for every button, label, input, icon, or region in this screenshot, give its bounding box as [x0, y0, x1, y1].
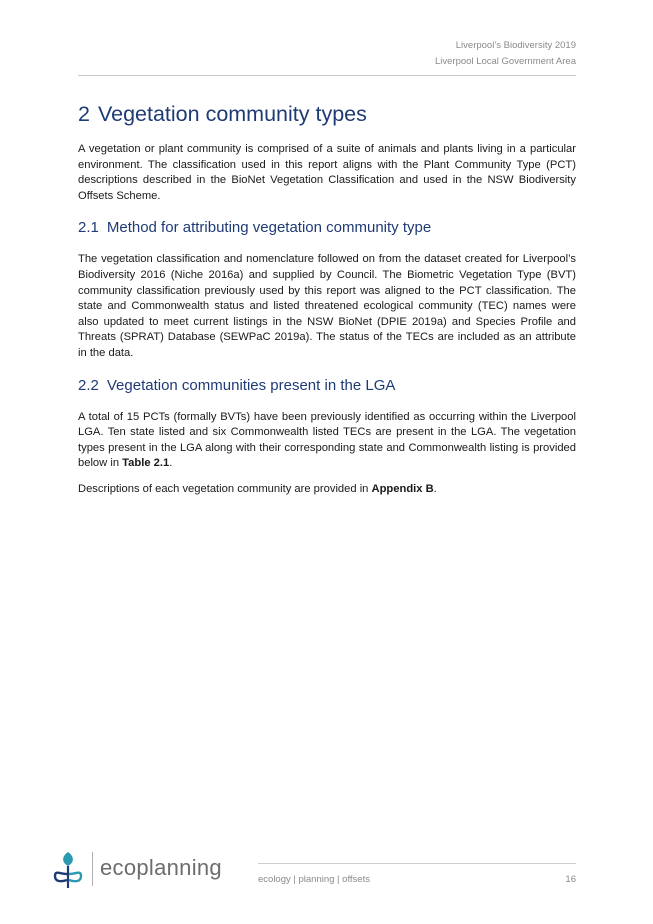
subsection-title: Method for attributing vegetation community type: [106, 219, 432, 237]
communities-paragraph: [78, 410, 576, 472]
section-number: 2: [78, 102, 90, 126]
footer-divider: [258, 863, 576, 864]
subsection-number: 2.1: [78, 219, 99, 237]
header-divider: [78, 75, 576, 76]
subsection-title: Vegetation communities present in the LGA: [106, 376, 396, 394]
method-paragraph: The vegetation classification and nomenclature followed on from the dataset created for Liverpool’s Biodiversity 2016 (Niche 2016a) and supplied by Council. The Biometric Vegetation Type (BVT) community classification previously used by this report was aligned to the PCT classification. The state and Commonwealth status and listed threatened ecological community (TEC) names were also updated to meet current listings in the NSW BioNet (DPIE 2019a) and Species Profile and Threats (SPRAT) Database (SEWPaC 2019a). The status of the TECs are included as an attribute in the data.: [78, 253, 576, 359]
logo-wordmark: ecoplanning: [100, 855, 222, 880]
page-footer: [50, 850, 576, 892]
document-body: [78, 100, 576, 508]
appendix-paragraph: [78, 482, 576, 498]
page-header: [435, 38, 576, 70]
paragraph-end: .: [169, 457, 173, 470]
header-area-name: Liverpool Local Government Area: [435, 56, 576, 67]
section-title: Vegetation community types: [97, 102, 367, 126]
section-heading: [78, 100, 576, 128]
table-reference: Table 2.1: [122, 457, 170, 470]
header-report-title: Liverpool’s Biodiversity 2019: [455, 40, 576, 51]
appendix-reference: Appendix B: [371, 482, 434, 495]
logo-divider: [92, 852, 93, 886]
page-number: 16: [565, 874, 576, 885]
subsection-heading-2-1: [78, 218, 576, 238]
paragraph-text: A total of 15 PCTs (formally BVTs) have been previously identified as occurring within the Liverpool LGA. Ten state listed and six Commonwealth listed TECs are present in the LGA. The vegetation types present in the LGA along with their corresponding state and Commonwealth listing is provided below in: [78, 410, 576, 470]
section-intro-paragraph: A vegetation or plant community is comprised of a suite of animals and plants living in a particular environment. The classification used in this report aligns with the Plant Community Type (PCT) descriptions described in the BioNet Vegetation Classification and used in the NSW Biodiversity Offsets Scheme.: [78, 143, 576, 202]
footer-tagline: ecology | planning | offsets: [258, 874, 370, 885]
paragraph-end: .: [433, 482, 437, 495]
ecoplanning-leaf-logo-icon: [50, 850, 86, 890]
subsection-heading-2-2: [78, 376, 576, 396]
paragraph-text: Descriptions of each vegetation community are provided in: [78, 482, 372, 495]
subsection-number: 2.2: [78, 376, 99, 394]
